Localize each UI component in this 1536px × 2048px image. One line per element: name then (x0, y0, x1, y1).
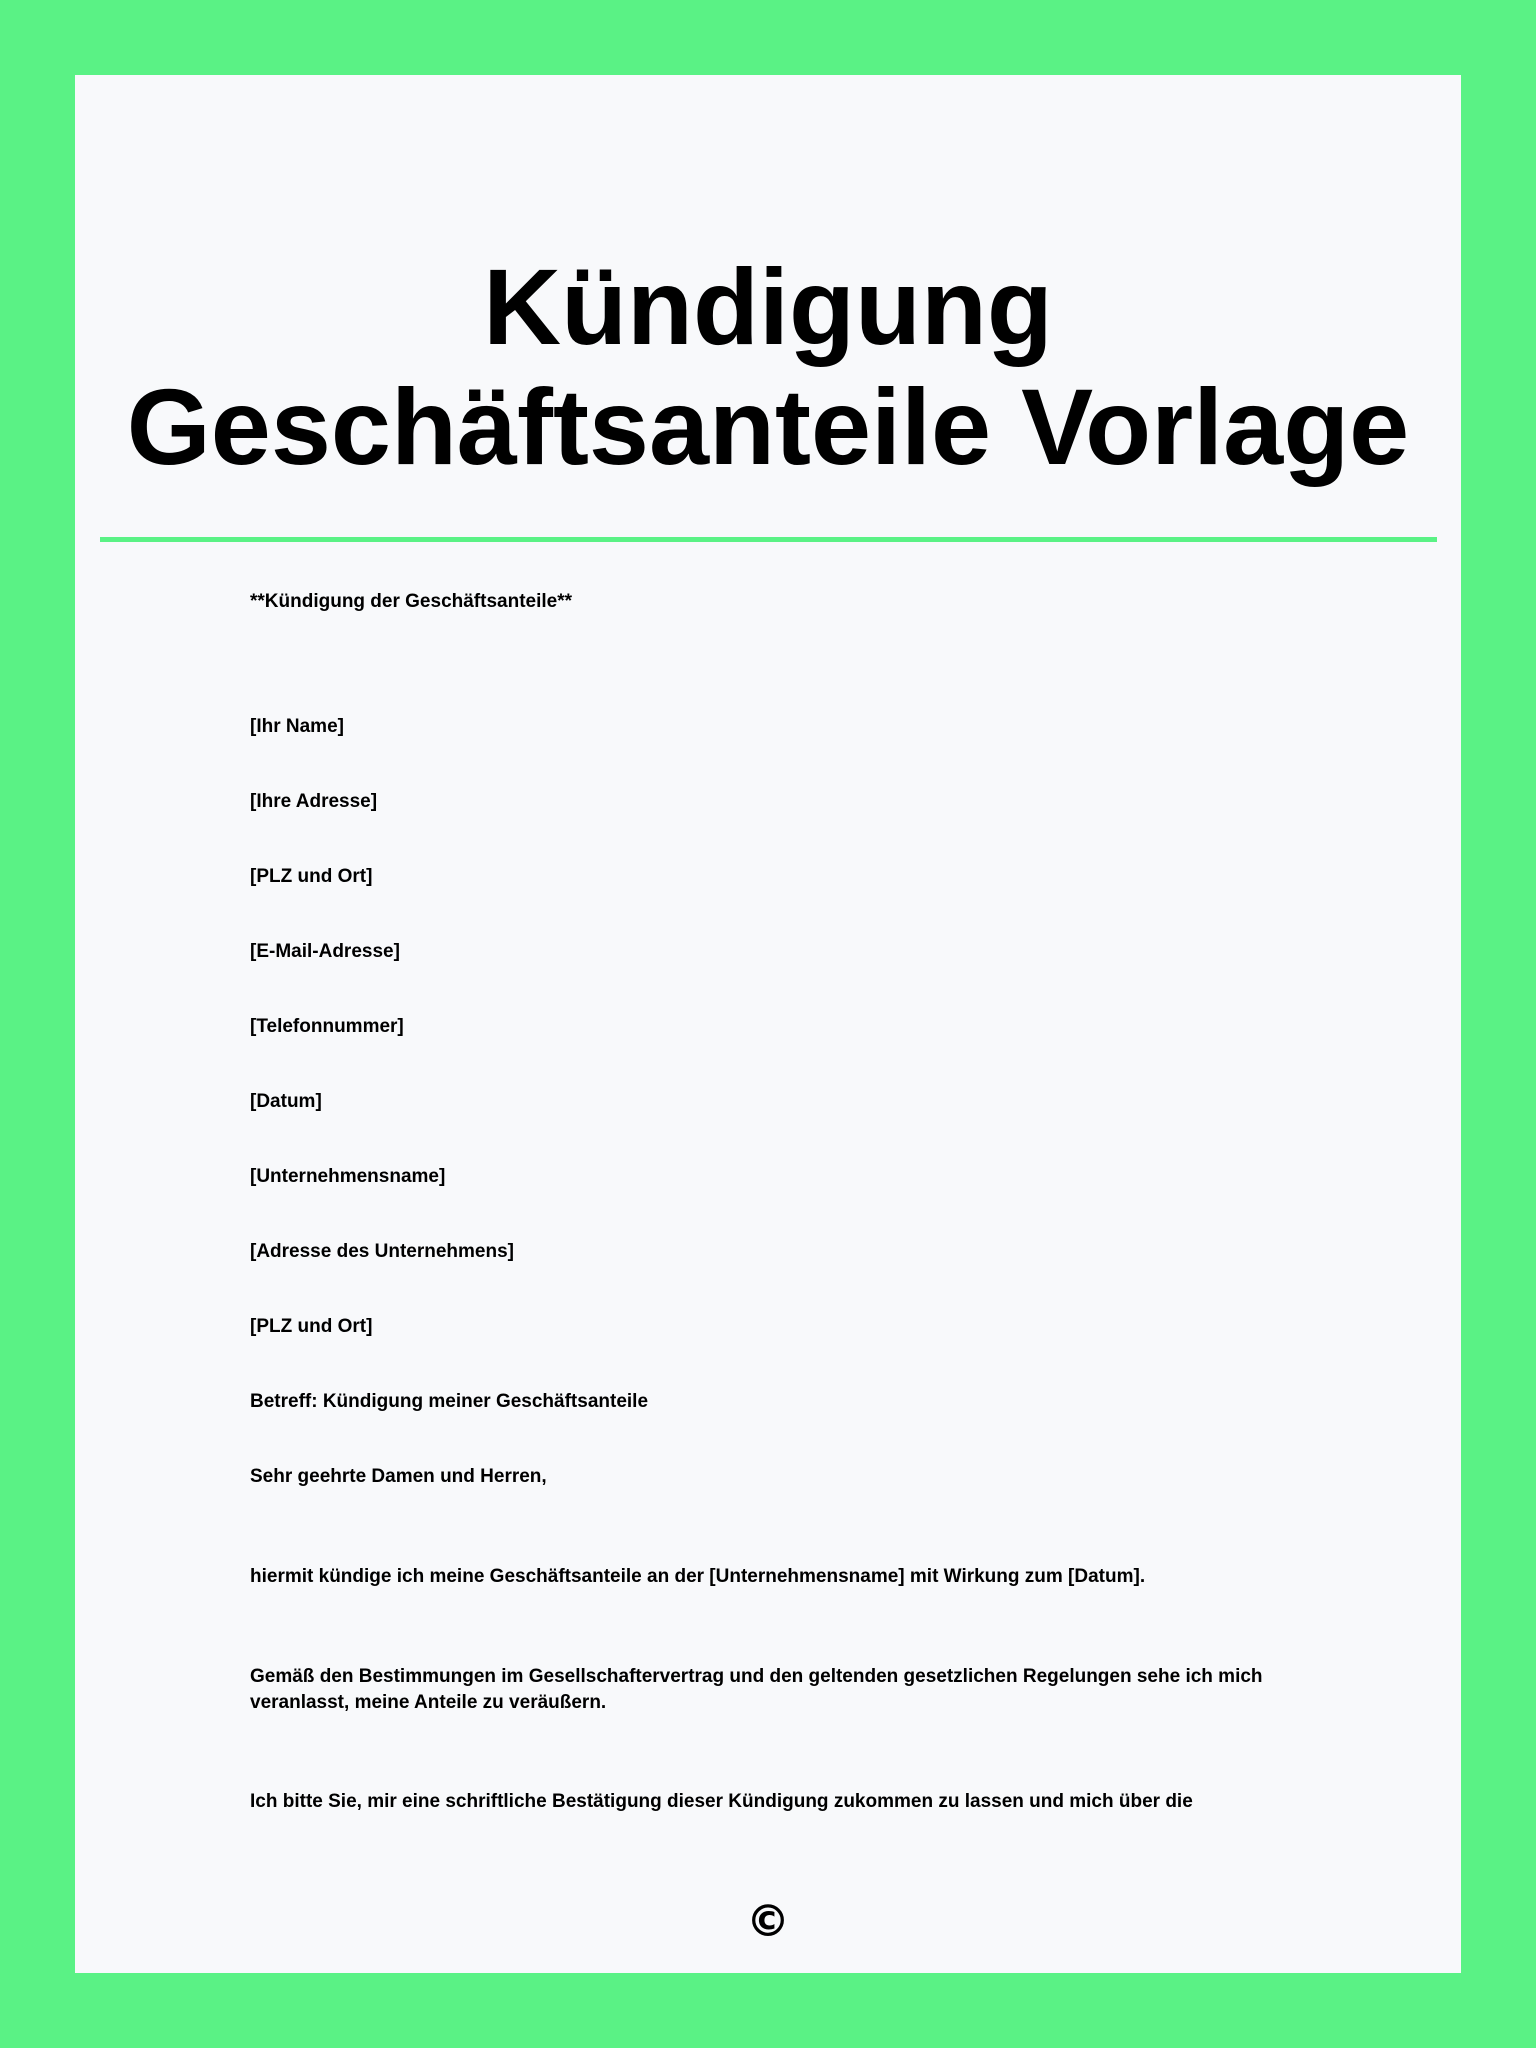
body-paragraph-3: Ich bitte Sie, mir eine schriftliche Bestätigung dieser Kündigung zukommen zu lassen und mich über die (250, 1791, 1193, 1812)
sender-email: [E-Mail-Adresse] (250, 941, 400, 962)
letter-date: [Datum] (250, 1091, 322, 1112)
body-paragraph-2: Gemäß den Bestimmungen im Gesellschaftervertrag und den geltenden gesetzlichen Regelungen sehe ich mich veranlasst, meine Anteile zu veräußern. (250, 1666, 1263, 1713)
document-page (75, 75, 1461, 1973)
recipient-address: [Adresse des Unternehmens] (250, 1241, 514, 1262)
copyright-mark: © (746, 1896, 790, 1947)
title-divider (100, 537, 1437, 542)
recipient-postal-city: [PLZ und Ort] (250, 1316, 373, 1337)
sender-name: [Ihr Name] (250, 716, 344, 737)
sender-address: [Ihre Adresse] (250, 791, 378, 812)
letter-heading: **Kündigung der Geschäftsanteile** (250, 591, 573, 612)
body-paragraph-1: hiermit kündige ich meine Geschäftsanteile an der [Unternehmensname] mit Wirkung zum [Datum]. (250, 1566, 1146, 1587)
subject-line: Betreff: Kündigung meiner Geschäftsanteile (250, 1391, 649, 1412)
sender-postal-city: [PLZ und Ort] (250, 866, 373, 887)
recipient-company-name: [Unternehmensname] (250, 1166, 446, 1187)
sender-phone: [Telefonnummer] (250, 1016, 404, 1037)
salutation: Sehr geehrte Damen und Herren, (250, 1466, 547, 1487)
document-title: Kündigung Geschäftsanteile Vorlage (126, 246, 1410, 487)
